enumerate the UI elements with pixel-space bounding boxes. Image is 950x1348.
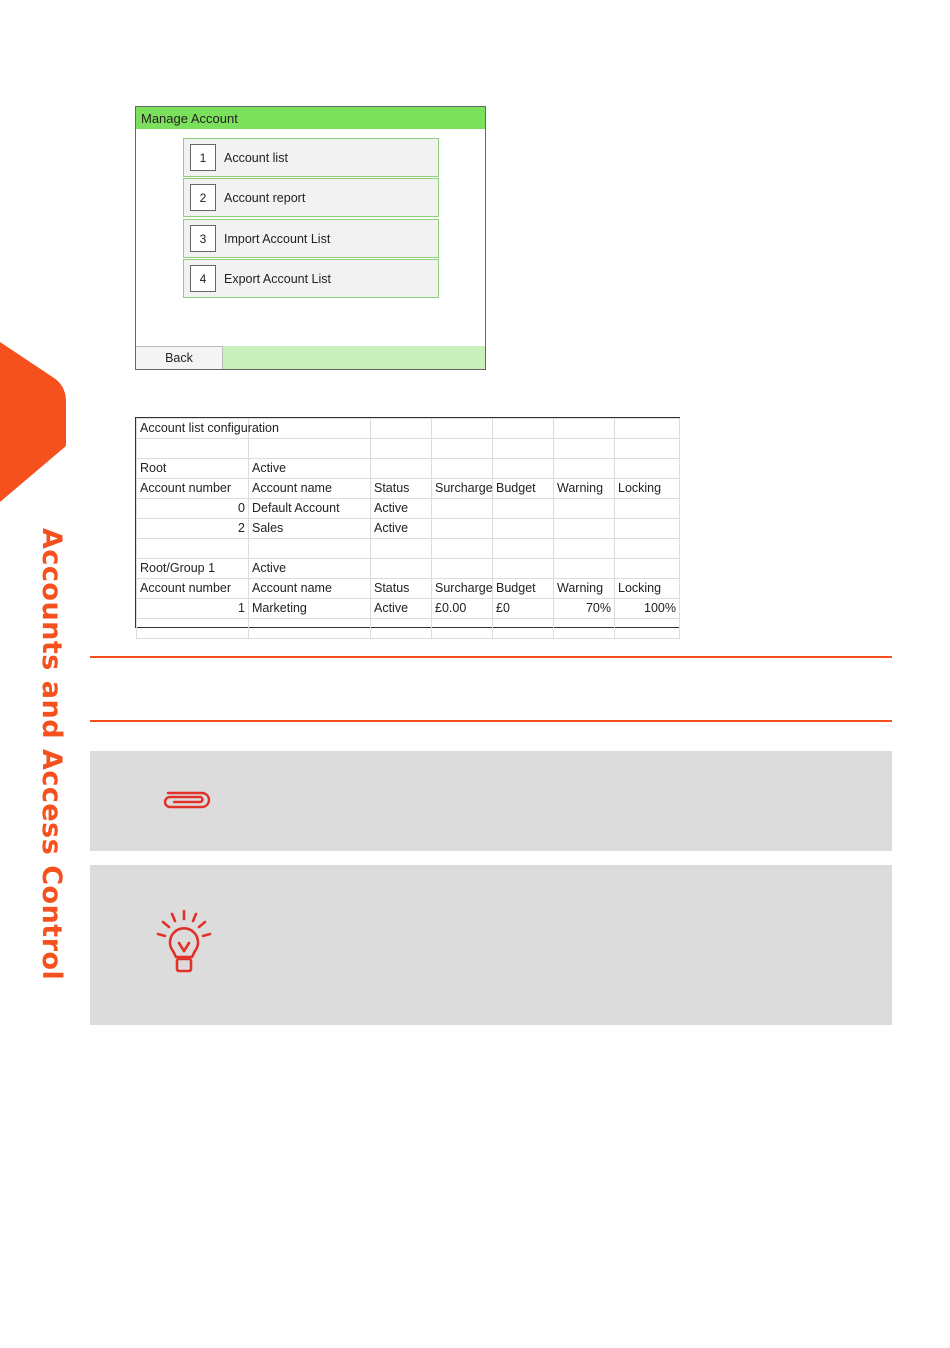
sheet-cell xyxy=(432,519,493,539)
tip-box xyxy=(90,865,892,1025)
sheet-cell: Account number xyxy=(137,579,249,599)
divider-top xyxy=(90,656,892,658)
note-box xyxy=(90,751,892,851)
sheet-cell: Status xyxy=(371,479,432,499)
sheet-cell: 2 xyxy=(137,519,249,539)
sheet-row xyxy=(137,459,680,479)
sheet-row xyxy=(137,479,680,499)
divider-bottom xyxy=(90,720,892,722)
sheet-cell: 100% xyxy=(615,599,680,619)
sheet-cell xyxy=(371,459,432,479)
sheet-cell xyxy=(615,439,680,459)
sheet-cell xyxy=(137,439,249,459)
sheet-cell xyxy=(249,539,371,559)
menu-label: Account list xyxy=(224,150,288,165)
sheet-cell: Account list configuration xyxy=(137,419,249,439)
sheet-row xyxy=(137,499,680,519)
sheet-cell xyxy=(432,459,493,479)
sheet-cell xyxy=(493,619,554,639)
lightbulb-icon xyxy=(154,907,214,979)
menu-label: Import Account List xyxy=(224,231,331,246)
sheet-cell: 1 xyxy=(137,599,249,619)
sheet-cell xyxy=(615,619,680,639)
sheet-cell xyxy=(554,539,615,559)
chapter-tab xyxy=(0,342,66,502)
sheet-cell: £0 xyxy=(493,599,554,619)
sheet-cell: Active xyxy=(249,459,371,479)
sheet-row xyxy=(137,519,680,539)
sheet-cell: Default Account xyxy=(249,499,371,519)
chapter-title: Accounts and Access Control xyxy=(36,528,67,981)
sheet-cell xyxy=(493,419,554,439)
sheet-cell xyxy=(615,499,680,519)
sheet-row xyxy=(137,559,680,579)
menu-item-export-account-list[interactable] xyxy=(183,259,439,298)
sheet-cell: Surcharge xyxy=(432,479,493,499)
sheet-cell: Marketing xyxy=(249,599,371,619)
sheet-cell: Root/Group 1 xyxy=(137,559,249,579)
sheet-cell xyxy=(554,459,615,479)
sheet-cell: Account number xyxy=(137,479,249,499)
sheet-cell xyxy=(432,619,493,639)
sheet-cell: Active xyxy=(371,599,432,619)
account-list-spreadsheet xyxy=(135,417,680,628)
sheet-cell xyxy=(493,439,554,459)
sheet-row xyxy=(137,599,680,619)
menu-number: 2 xyxy=(190,184,216,211)
sheet-cell xyxy=(432,439,493,459)
sheet-cell xyxy=(615,519,680,539)
sheet-cell xyxy=(249,439,371,459)
sheet-cell xyxy=(615,539,680,559)
sheet-cell xyxy=(371,439,432,459)
back-button[interactable]: Back xyxy=(136,346,223,369)
sheet-cell xyxy=(554,419,615,439)
sheet-cell xyxy=(493,559,554,579)
sheet-cell xyxy=(493,499,554,519)
sheet-cell xyxy=(371,619,432,639)
sheet-cell: Sales xyxy=(249,519,371,539)
sheet-cell: Budget xyxy=(493,479,554,499)
menu-number: 3 xyxy=(190,225,216,252)
sheet-cell: Budget xyxy=(493,579,554,599)
sheet-cell: £0.00 xyxy=(432,599,493,619)
menu-label: Account report xyxy=(224,190,306,205)
paperclip-icon xyxy=(162,789,214,811)
sheet-cell: 70% xyxy=(554,599,615,619)
sheet-cell: Surcharge xyxy=(432,579,493,599)
sheet-row xyxy=(137,539,680,559)
sheet-cell: Active xyxy=(249,559,371,579)
menu-label: Export Account List xyxy=(224,271,332,286)
sheet-cell: Locking xyxy=(615,579,680,599)
sheet-cell xyxy=(493,539,554,559)
spreadsheet-table xyxy=(136,418,680,639)
sheet-cell xyxy=(432,539,493,559)
sheet-cell xyxy=(554,439,615,459)
sheet-cell xyxy=(493,519,554,539)
sheet-cell xyxy=(371,539,432,559)
sheet-row xyxy=(137,439,680,459)
sheet-cell xyxy=(615,419,680,439)
sheet-cell: Locking xyxy=(615,479,680,499)
screen-title: Manage Account xyxy=(136,107,485,129)
sheet-cell: Status xyxy=(371,579,432,599)
sheet-cell: Account name xyxy=(249,579,371,599)
sheet-cell xyxy=(493,459,554,479)
sheet-row xyxy=(137,619,680,639)
menu-number: 1 xyxy=(190,144,216,171)
sheet-cell xyxy=(432,499,493,519)
sheet-cell xyxy=(432,559,493,579)
sheet-cell: Warning xyxy=(554,579,615,599)
menu-item-account-list[interactable] xyxy=(183,138,439,177)
menu-number: 4 xyxy=(190,265,216,292)
sheet-cell xyxy=(615,559,680,579)
sheet-cell: Active xyxy=(371,499,432,519)
sheet-cell xyxy=(249,619,371,639)
sheet-cell xyxy=(554,559,615,579)
sheet-row xyxy=(137,579,680,599)
sheet-cell xyxy=(554,619,615,639)
menu-item-account-report[interactable] xyxy=(183,178,439,217)
sheet-cell xyxy=(432,419,493,439)
sheet-cell xyxy=(615,459,680,479)
sheet-cell xyxy=(554,499,615,519)
sheet-cell xyxy=(371,419,432,439)
sheet-cell: Active xyxy=(371,519,432,539)
sheet-cell: Account name xyxy=(249,479,371,499)
sheet-cell xyxy=(137,619,249,639)
menu-item-import-account-list[interactable] xyxy=(183,219,439,258)
sheet-cell: Root xyxy=(137,459,249,479)
sheet-cell: Warning xyxy=(554,479,615,499)
sheet-cell: 0 xyxy=(137,499,249,519)
sheet-cell xyxy=(371,559,432,579)
sheet-row xyxy=(137,419,680,439)
sheet-cell xyxy=(554,519,615,539)
sheet-cell xyxy=(137,539,249,559)
manage-account-screen xyxy=(135,106,486,370)
